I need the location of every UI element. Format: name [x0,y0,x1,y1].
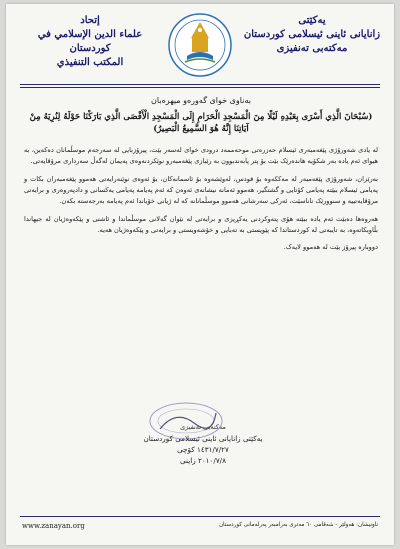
header-kurdish-line-3: مەکتەبی تەنفیزی [276,43,348,54]
header-kurdish-line-2: زانایانی ئاینی ئیسلامی کوردستان [243,29,381,40]
gregorian-date: ٢٠١٠/٧/٨ زاینی [180,456,226,465]
closing-line: دووبارە پیرۆز بێت لە هەموو لایەک. [283,243,378,251]
header-kurdish-line-1: یەکێتی [298,15,326,26]
hijri-date: ١٤٣١/٧/٢٧ کۆچی [177,445,229,454]
footer-address: ناونیشان: هەولێر - شەقامی ٦٠ مەتری بەرامبەر پەرلەمانی کوردستان [218,522,378,528]
header-arabic-line-1: إتحاد [80,15,100,26]
salutation: بەناوی خوای گەورەو میهرەبان [151,96,251,105]
header-divider [20,84,380,85]
stamp-text: مەکتەبی تەنفیزی [180,423,226,431]
header-arabic-line-2: علماء الدين الإسلامي في كوردستان [37,29,143,54]
paragraph-3: هەروەها دەبێت ئەم یادە ببێتە هۆی پتەوکردنی یەکڕیزی و برایەتی لە نێوان گەلانی موسڵماندا و ئاشتی و پێکەوەژیان لە جیهاندا بڵاوبکاتەوە، بە تایبەتی لە کوردستاندا کە پێویستی بە تەبایی و خۆشەویستی و برایەتی و پێکەوەژیان هەیە. [24,215,378,234]
footer-divider [20,516,380,517]
union-logo-icon [167,12,233,78]
header-kurdish [242,14,382,56]
quran-verse: (سُبْحَانَ الَّذِي أَسْرَى بِعَبْدِهِ لَيْلًا مِنَ الْمَسْجِدِ الْحَرَامِ إِلَى الْمَسْجِدِ الْأَقْصَى الَّذِي بَارَكْنَا حَوْلَهُ لِنُرِيَهُ مِنْ آيَاتِنَا إِنَّهُ هُوَ السَّمِيعُ الْبَصِيرُ) [29,112,373,134]
signature-org: یەکێتی زانایانی ئاینی ئیسلامی کوردستان [143,434,263,443]
signature-block [128,422,278,466]
letter-page [6,4,394,545]
website-link[interactable]: www.zanayan.org [22,522,85,530]
header-arabic [20,14,160,70]
header-divider-thin [20,87,380,88]
paragraph-1: لە یادی شەورۆژی پێغەمبەری ئیسلام حەزرەتی موحەممەد درودی خوای لەسەر بێت، پیرۆزبایی لە سەرجەم موسڵمانان دەکەین، بە هیوای ئەم یادە بەر شکۆیە هاندەرێک بێت بۆ پتر پابەندبوون بە رێبازی پێغەمبەرو نوێکردنەوەی پەیمان لەگەڵ سەرداری مرۆڤایەتی. [24,146,378,165]
paragraph-2: بەرێزان، شەورۆژی پێغەمبەر لە مەککەوە بۆ قودس، لەوێشەوە بۆ ئاسمانەکان، بۆ ئەوەی نوێنەرایەتی هەموو پێغەمبەران بکات و پەیامی ئیسلام ببێتە پەیامی کۆتایی و گشتگیر، هەموو ئەمانە نیشانەی ئەوەن کە ئەم پەیامە پەیامی یەکسانی و دادپەروەری و برایەتی مرۆڤایەتییە و سنوورێک ناناسێت، ئەرکی سەرشانی هەموو موسڵمانانە کە لە ژیانی خۆیاندا ئەم پەیامە بەرجەستە بکەن. [24,175,378,205]
letter-body [24,96,378,251]
header-arabic-line-3: المكتب التنفيذي [56,57,124,68]
